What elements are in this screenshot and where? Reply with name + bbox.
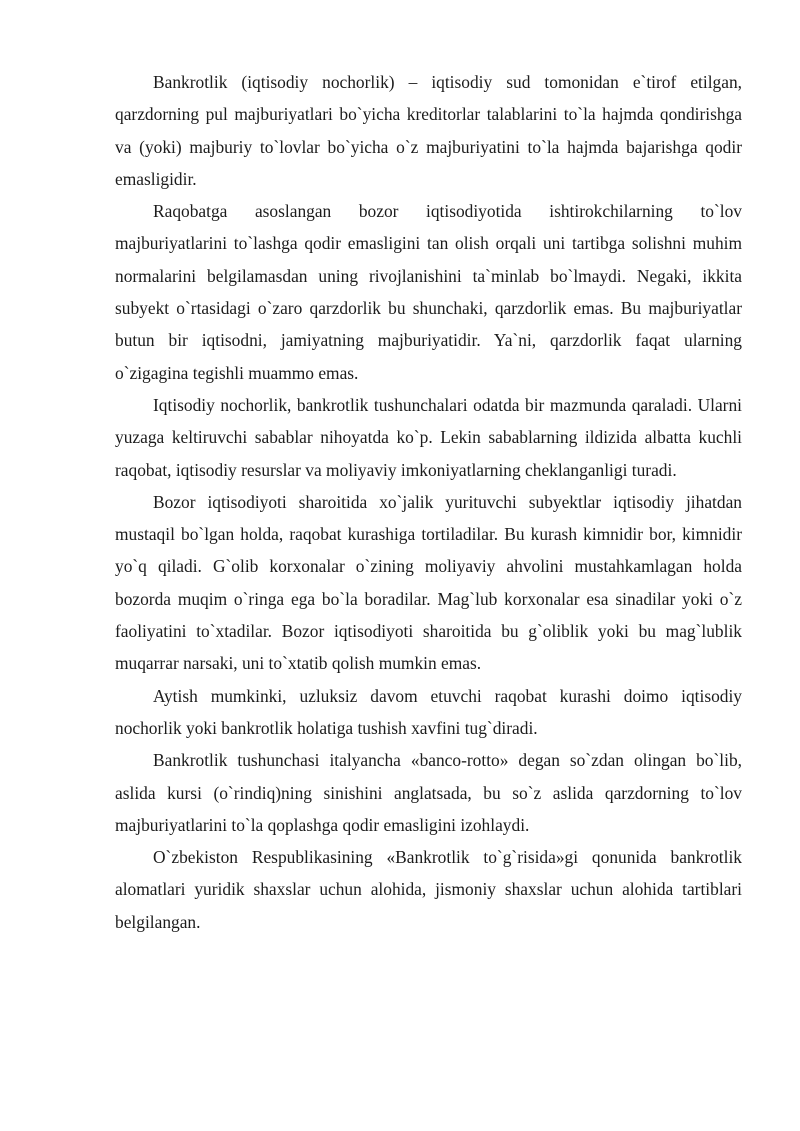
paragraph-competition-winners-losers: Bozor iqtisodiyoti sharoitida xo`jalik yurituvchi subyektlar iqtisodiy jihatdan mustaqil bo`lgan holda, raqobat kurashiga tortiladilar. Bu kurash kimnidir bor, kimnidir yo`q qiladi. G`olib korxonalar o`zining moliyaviy ahvolini mustahkamlagan holda bozorda muqim o`ringa ega bo`la boradilar. Mag`lub korxonalar esa sinadilar yoki o`z faoliyatini to`xtadilar. Bozor iqtisodiyoti sharoitida bu g`oliblik yoki bu mag`lublik muqarrar narsaki, uni to`xtatib qolish mumkin emas. [115,491,742,674]
paragraph-continuous-competition-risk: Aytish mumkinki, uzluksiz davom etuvchi raqobat kurashi doimo iqtisodiy nochorlik yoki bankrotlik holatiga tushish xavfini tug`diradi. [115,685,742,738]
paragraph-uzbekistan-law: O`zbekiston Respublikasining «Bankrotlik to`g`risida»gi qonunida bankrotlik alomatlari yuridik shaxslar uchun alohida, jismoniy shaxslar uchun alohida tartiblari belgilangan. [115,847,742,932]
paragraph-bankruptcy-definition: Bankrotlik (iqtisodiy nochorlik) – iqtisodiy sud tomonidan e`tirof etilgan, qarzdorning pul majburiyatlari bo`yicha kreditorlar talablarini to`la hajmda qondirishga va (yoki) majburiy to`lovlar bo`yicha o`z majburiyatini to`la hajmda bajarishga qodir emasligidir. [115,72,742,189]
document-page [115,66,742,938]
paragraph-insolvency-causes: Iqtisodiy nochorlik, bankrotlik tushunchalari odatda bir mazmunda qaraladi. Ularni yuzaga keltiruvchi sabablar nihoyatda ko`p. Lekin sabablarning ildizida albatta kuchli raqobat, iqtisodiy resurslar va moliyaviy imkoniyatlarning cheklanganligi turadi. [115,394,742,480]
paragraph-term-etymology: Bankrotlik tushunchasi italyancha «banco-rotto» degan so`zdan olingan bo`lib, aslida kursi (o`rindiq)ning sinishini anglatsada, bu so`z aslida qarzdorning to`lov majburiyatlarini to`la qoplashga qodir emasligini izohlaydi. [115,750,742,835]
paragraph-market-economy-obligations: Raqobatga asoslangan bozor iqtisodiyotida ishtirokchilarning to`lov majburiyatlarini to`lashga qodir emasligini tan olish orqali uni tartibga solishni muhim normalarini belgilamasdan uning rivojlanishini ta`minlab bo`lmaydi. Negaki, ikkita subyekt o`rtasidagi o`zaro qarzdorlik bu shunchaki, qarzdorlik emas. Bu majburiyatlar butun bir iqtisodni, jamiyatning majburiyatidir. Ya`ni, qarzdorlik faqat ularning o`zigagina tegishli muammo emas. [115,201,742,383]
